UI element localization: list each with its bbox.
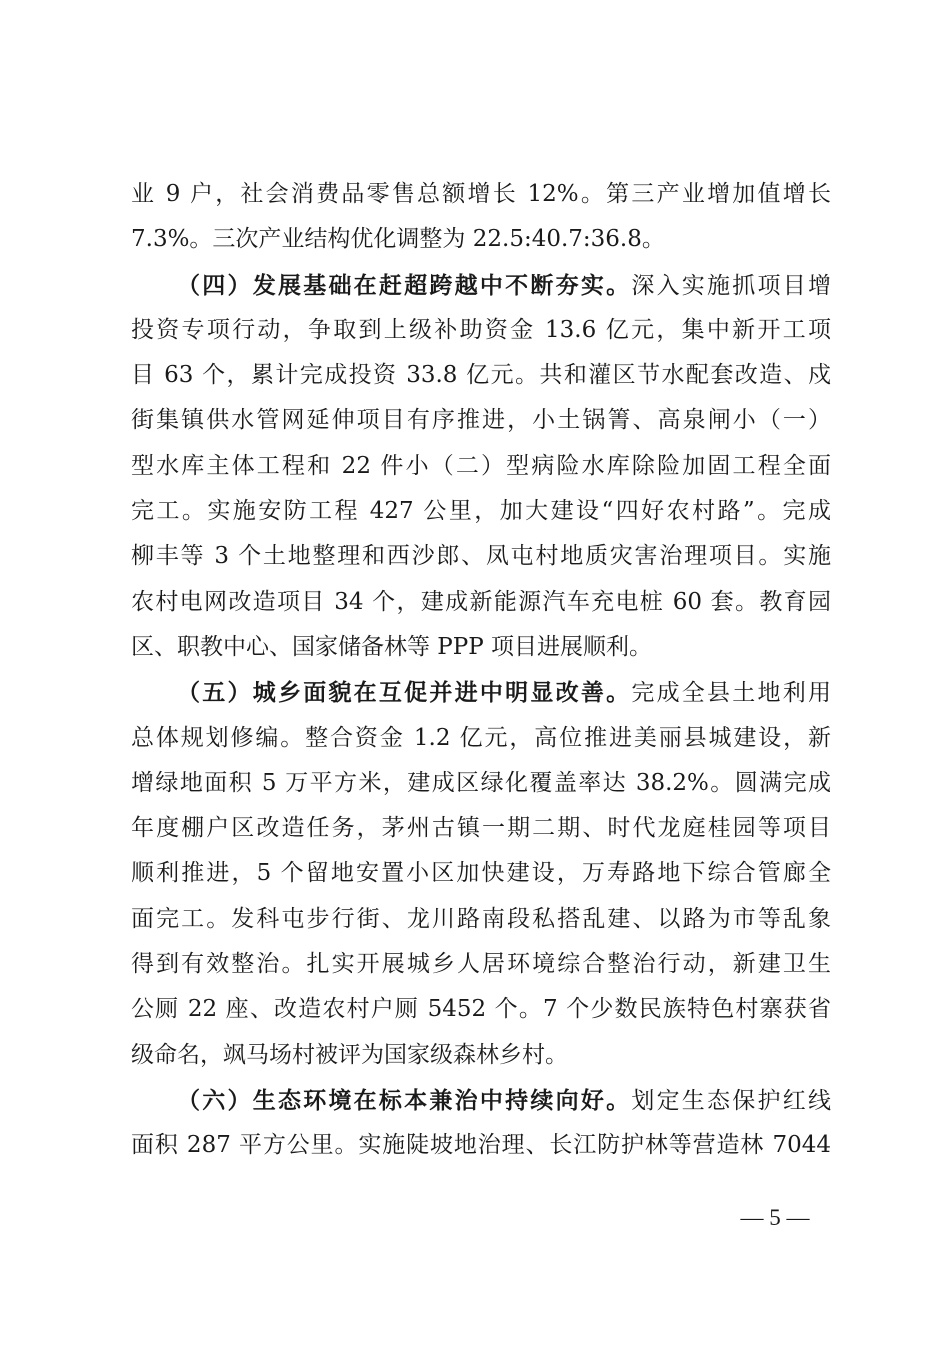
text-line-1 (131, 172, 831, 217)
text-line-19 (131, 987, 831, 1032)
section-heading: （四）发展基础在赶超跨越中不断夯实。 (177, 271, 632, 299)
text-line-13 (131, 716, 831, 761)
line-text: 柳丰等 3 个土地整理和西沙郎、凤屯村地质灾害治理项目。实施 (131, 543, 831, 570)
body-text (131, 172, 831, 1169)
line-text: 增绿地面积 5 万平方米，建成区绿化覆盖率达 38.2%。圆满完成 (131, 769, 831, 796)
line-text: 街集镇供水管网延伸项目有序推进，小土锅箐、高泉闸小（一） (131, 407, 831, 434)
line-text: 投资专项行动，争取到上级补助资金 13.6 亿元，集中新开工项 (131, 316, 831, 343)
line-text: 业 9 户，社会消费品零售总额增长 12%。第三产业增加值增长 (131, 181, 831, 207)
section-4-heading-line (131, 263, 831, 308)
line-text: 总体规划修编。整合资金 1.2 亿元，高位推进美丽县城建设，新 (131, 724, 831, 751)
line-text: 得到有效整治。扎实开展城乡人居环境综合整治行动，新建卫生 (131, 951, 831, 978)
text-line-10 (131, 580, 831, 625)
line-text: 级命名，飒马场村被评为国家级森林乡村。 (131, 1041, 568, 1068)
section-6-heading-line (131, 1078, 831, 1123)
line-text: 面完工。发科屯步行街、龙川路南段私搭乱建、以路为市等乱象 (131, 905, 831, 932)
line-text: 完成全县土地利用 (631, 680, 832, 707)
line-text: 农村电网改造项目 34 个，建成新能源汽车充电桩 60 套。教育园 (131, 588, 831, 615)
text-line-16 (131, 851, 831, 896)
text-line-17 (131, 897, 831, 942)
line-text: 顺利推进，5 个留地安置小区加快建设，万寿路地下综合管廊全 (131, 860, 831, 887)
section-heading: （六）生态环境在标本兼治中持续向好。 (177, 1086, 632, 1114)
text-line-14 (131, 761, 831, 806)
text-line-7 (131, 444, 831, 489)
text-line-15 (131, 806, 831, 851)
text-line-20 (131, 1033, 831, 1078)
section-heading: （五）城乡面貌在互促并进中明显改善。 (177, 679, 632, 707)
line-text: 划定生态保护红线 (631, 1087, 832, 1114)
text-line-8 (131, 489, 831, 534)
text-line-9 (131, 534, 831, 579)
line-text: 目 63 个，累计完成投资 33.8 亿元。共和灌区节水配套改造、戍 (131, 362, 831, 389)
text-line-2 (131, 217, 831, 262)
line-text: 区、职教中心、国家储备林等 PPP 项目进展顺利。 (131, 633, 653, 660)
text-line-18 (131, 942, 831, 987)
text-line-5 (131, 353, 831, 398)
section-5-heading-line (131, 670, 831, 715)
line-text: 深入实施抓项目增 (631, 272, 832, 299)
line-text: 型水库主体工程和 22 件小（二）型病险水库除险加固工程全面 (131, 452, 831, 479)
line-text: 年度棚户区改造任务，茅州古镇一期二期、时代龙庭桂园等项目 (131, 815, 831, 842)
page-number: — 5 — (740, 1205, 810, 1230)
text-line-6 (131, 398, 831, 443)
line-text: 面积 287 平方公里。实施陡坡地治理、长江防护林等营造林 7044 (131, 1132, 831, 1159)
text-line-11 (131, 625, 831, 670)
line-text: 完工。实施安防工程 427 公里，加大建设“四好农村路”。完成 (131, 498, 831, 525)
text-line-22 (131, 1123, 831, 1168)
line-text: 公厕 22 座、改造农村户厕 5452 个。7 个少数民族特色村寨获省 (131, 996, 831, 1023)
line-text: 7.3%。三次产业结构优化调整为 22.5:40.7:36.8。 (131, 226, 665, 253)
text-line-4 (131, 308, 831, 353)
